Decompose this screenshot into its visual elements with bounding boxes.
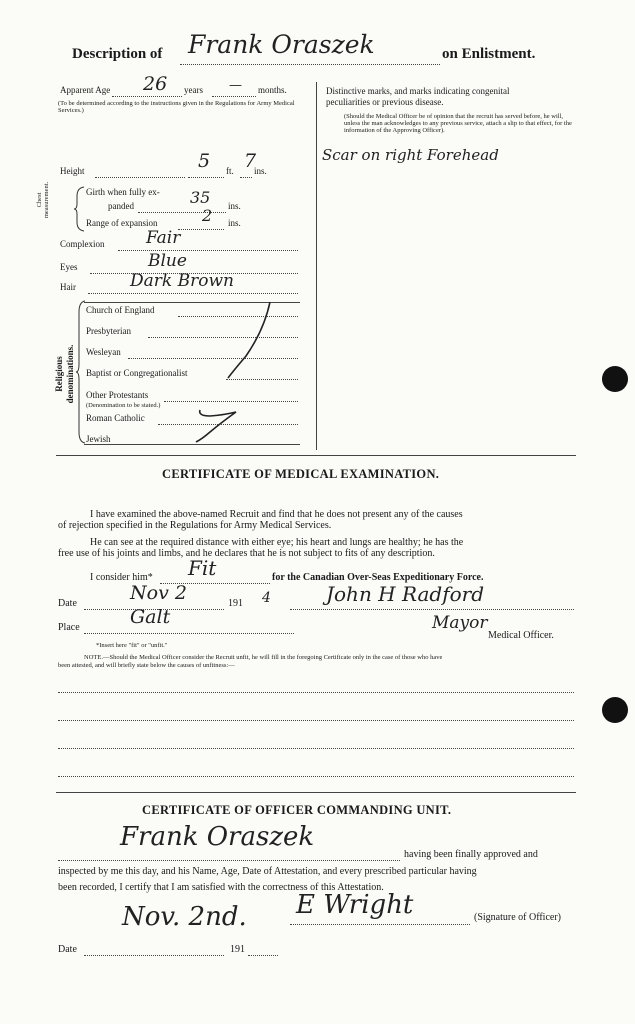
chest-measurement-label: Chest measurement. xyxy=(36,181,50,219)
age-years-line xyxy=(112,96,182,97)
height-in-handwritten: 7 xyxy=(244,150,257,172)
age-months-handwritten: — xyxy=(229,78,242,93)
religion-cancel-stroke xyxy=(224,300,304,380)
for-force-label: for the Canadian Over-Seas Expeditionary Force. xyxy=(272,572,484,583)
unfitness-line-4 xyxy=(58,776,574,777)
ins-label-range: ins. xyxy=(228,218,241,228)
commanding-line1-suffix: having been finally approved and xyxy=(404,849,538,860)
medical-officer-title-handwritten: Mayor xyxy=(432,613,488,633)
height-label: Height xyxy=(60,166,85,176)
eyes-label: Eyes xyxy=(60,262,78,272)
section-divider-1 xyxy=(56,455,576,456)
girth-handwritten: 35 xyxy=(190,188,211,207)
ins-label-girth: ins. xyxy=(228,201,241,211)
medical-certificate-title: CERTIFICATE OF MEDICAL EXAMINATION. xyxy=(162,467,440,481)
medical-para1-line1: I have examined the above-named Recruit and find that he does not present any of the causes xyxy=(90,509,463,520)
marks-label-line2: peculiarities or previous disease. xyxy=(326,97,444,107)
commanding-date-line xyxy=(84,955,224,956)
date-handwritten-medical: Nov 2 xyxy=(130,582,187,604)
years-label: years xyxy=(184,85,203,95)
place-line xyxy=(84,633,294,634)
ft-label: ft. xyxy=(226,166,234,176)
medical-note-line2: been attested, and will briefly state below the causes of unfitness:— xyxy=(58,662,235,669)
religion-presbyterian: Presbyterian xyxy=(86,326,131,336)
unfitness-line-2 xyxy=(58,720,574,721)
header-suffix: on Enlistment. xyxy=(442,46,536,62)
girth-label-line2: panded xyxy=(108,201,134,211)
punch-hole-top xyxy=(602,366,628,392)
hair-label: Hair xyxy=(60,282,76,292)
signature-of-officer-label: (Signature of Officer) xyxy=(474,912,562,923)
height-line xyxy=(95,177,185,178)
place-handwritten: Galt xyxy=(130,606,171,628)
medical-note-line1: NOTE.—Should the Medical Officer consider the Recruit unfit, he will fill in the foregoing Certificate only in the case of those who have xyxy=(84,654,443,661)
commanding-line2: inspected by me this day, and his Name, Age, Date of Attestation, and every prescribed particular having xyxy=(58,866,477,877)
religion-jewish: Jewish xyxy=(86,434,111,444)
height-in-line xyxy=(240,177,252,178)
chest-brace xyxy=(74,186,86,232)
age-note: (To be determined according to the instructions given in the Regulations for Army Medical Services.) xyxy=(58,100,295,114)
religion-line-7 xyxy=(124,444,298,445)
commanding-date-handwritten: Nov. 2nd. xyxy=(122,902,247,932)
religion-label: Religious denominations. xyxy=(54,344,75,404)
medical-para2-line2: free use of his joints and limbs, and he declares that he is not subject to fits of any description. xyxy=(58,548,435,559)
header-name-line xyxy=(180,64,440,65)
consider-label: I consider him* xyxy=(90,572,153,583)
age-months-line xyxy=(212,96,256,97)
commanding-name-line xyxy=(58,860,400,861)
year-handwritten-medical: 4 xyxy=(262,590,271,606)
marks-note: (Should the Medical Officer be of opinion that the recruit has served before, he will, unless the man acknowledges to any previous service, attach a slip to that effect, for the information of the Approving Officer). xyxy=(344,113,572,134)
medical-officer-signature: John H Radford xyxy=(326,582,485,606)
year-label-medical: 191 xyxy=(228,598,243,609)
place-label: Place xyxy=(58,622,80,633)
commanding-year-line xyxy=(248,955,278,956)
ins-label-height: ins. xyxy=(254,166,267,176)
range-label: Range of expansion xyxy=(86,218,158,228)
hair-handwritten: Dark Brown xyxy=(130,271,234,291)
marks-handwritten: Scar on right Forehead xyxy=(322,146,499,164)
religion-church-of-england: Church of England xyxy=(86,305,155,315)
religion-other-protestants: Other Protestants xyxy=(86,390,149,400)
commanding-line3: been recorded, I certify that I am satisfied with the correctness of this Attestation. xyxy=(58,882,384,893)
marks-label-line1: Distinctive marks, and marks indicating congenital xyxy=(326,86,510,96)
medical-officer-label: Medical Officer. xyxy=(488,630,554,641)
religion-roman-catholic: Roman Catholic xyxy=(86,413,145,423)
unfitness-line-3 xyxy=(58,748,574,749)
complexion-handwritten: Fair xyxy=(146,228,181,248)
denomination-note: (Denomination to be stated.) xyxy=(86,402,161,409)
girth-line xyxy=(138,212,226,213)
header-prefix: Description of xyxy=(72,46,163,62)
height-ft-line xyxy=(188,177,224,178)
unfitness-line-1 xyxy=(58,692,574,693)
hair-line xyxy=(88,293,298,294)
punch-hole-bottom xyxy=(602,697,628,723)
consider-handwritten: Fit xyxy=(188,556,217,580)
religion-wesleyan: Wesleyan xyxy=(86,347,121,357)
commanding-name-handwritten: Frank Oraszek xyxy=(120,822,315,852)
apparent-age-label: Apparent Age xyxy=(60,85,111,95)
medical-para2-line1: He can see at the required distance with either eye; his heart and lungs are healthy; he has the xyxy=(90,537,464,548)
commanding-signature-line xyxy=(290,924,470,925)
religion-line-5 xyxy=(164,401,298,402)
age-years-handwritten: 26 xyxy=(143,73,168,95)
complexion-line xyxy=(118,250,298,251)
months-label: months. xyxy=(258,85,287,95)
medical-para1-line2: of rejection specified in the Regulations for Army Medical Services. xyxy=(58,520,332,531)
religion-baptist: Baptist or Congregationalist xyxy=(86,368,188,378)
section-divider-2 xyxy=(56,792,576,793)
height-ft-handwritten: 5 xyxy=(198,150,211,172)
medical-footnote: *Insert here "fit" or "unfit." xyxy=(96,642,168,649)
signature-line-medical xyxy=(290,609,574,610)
commanding-date-label: Date xyxy=(58,944,77,955)
range-handwritten: 2 xyxy=(202,206,213,225)
religion-brace xyxy=(76,300,86,444)
header-name-handwritten: Frank Oraszek xyxy=(188,30,375,59)
eyes-handwritten: Blue xyxy=(148,251,187,271)
range-line xyxy=(178,229,224,230)
column-divider xyxy=(316,82,317,450)
girth-label-line1: Girth when fully ex- xyxy=(86,187,160,197)
commanding-officer-signature: E Wright xyxy=(296,890,414,920)
commanding-certificate-title: CERTIFICATE OF OFFICER COMMANDING UNIT. xyxy=(142,803,452,817)
commanding-year-label: 191 xyxy=(230,944,245,955)
date-label-medical: Date xyxy=(58,598,77,609)
complexion-label: Complexion xyxy=(60,239,105,249)
roman-catholic-check xyxy=(190,408,250,444)
